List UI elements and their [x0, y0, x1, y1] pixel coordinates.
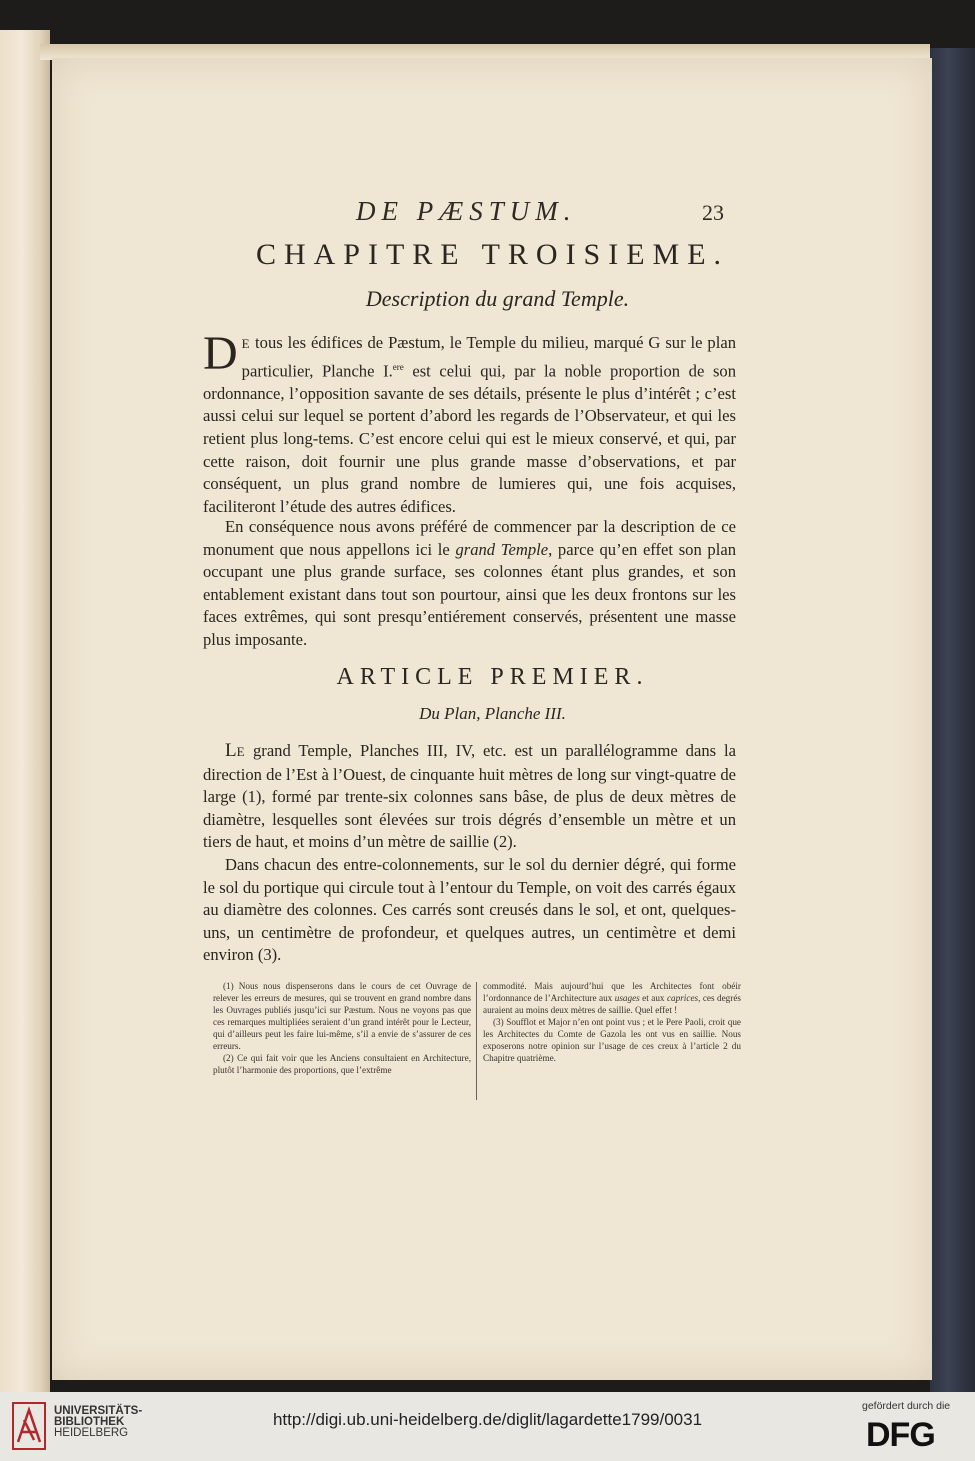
article-title: ARTICLE PREMIER. — [336, 664, 649, 690]
running-header — [0, 196, 975, 232]
paragraph-text: tous les édifices de Pæstum, le Temple du milieu, marqué G sur le plan particulier, Planche I. — [241, 333, 736, 381]
drop-cap: D — [203, 327, 238, 380]
footnote-3: (3) Soufflot et Major n’en ont point vus ; et le Pere Paoli, croit que les Architectes du Comte de Gazola les ont vus en saillie. Nous exposerons notre opinion sur l’usage de ces creux à l’article 2 du Chapitre quatrième. — [483, 1017, 741, 1063]
initial-cap: L — [225, 740, 237, 761]
paragraph-3 — [203, 740, 736, 854]
viewer-footer — [0, 1392, 975, 1461]
footnote-1: (1) Nous nous dispenserons dans le cours de cet Ouvrage de relever les erreurs de mesures, qui se trouvent en grand nombre dans les Ouvrages publiés jusqu’ici sur Pæstum. Nous ne voyons pas que ces remarques multipliées seraient d’un grand intérêt pour le Lecteur, qui d’ailleurs peut les faire lui-même, s’il a envie de s’assurer de ces erreurs. — [213, 981, 471, 1051]
chapter-subtitle: Description du grand Temple. — [365, 286, 630, 311]
italic-term: grand Temple — [455, 539, 549, 559]
library-line-1: UNIVERSITÄTS- — [54, 1405, 143, 1417]
page-number: 23 — [702, 200, 724, 225]
column-divider — [476, 982, 477, 1100]
note-text: commodité. Mais aujourd’hui que les Architectes font obéir l’ordonnance de l’Architecture aux — [483, 981, 741, 1003]
funded-by-label: gefördert durch die — [862, 1400, 951, 1412]
library-line-2: BIBLIOTHEK — [54, 1416, 125, 1428]
note-text: et aux — [639, 993, 667, 1003]
footnotes-right-column — [483, 980, 741, 1064]
paragraph-text: Dans chacun des entre-colonnements, sur le sol du dernier dégré, qui forme le sol du portique qui circule tout à l’entour du Temple, on voit des carrés égaux au diamètre des colonnes. Ces carrés sont creusés dans le sol, et ont, quelques-uns, un centimètre de profondeur, et quelques autres, un centimètre et demi environ (3). — [203, 855, 736, 965]
chapter-title: CHAPITRE TROISIEME. — [255, 238, 730, 271]
small-cap: E — [241, 336, 251, 351]
note-text: , ces degrés auraient au moins deux mètres de saillie. Quel effet ! — [483, 993, 741, 1015]
paragraph-2 — [203, 516, 736, 652]
footnotes-left-column — [213, 980, 471, 1076]
footnotes — [213, 980, 741, 1100]
paragraph-text: grand Temple, Planches III, IV, etc. est un parallélogramme dans la direction de l’Est à l’Ouest, de cinquante huit mètres de long sur vingt-quatre de large (1), formé par trente-six colonnes sans bâse, de plus de deux mètres de diamètre, lesquelles sont élevées sur trois dégrés d’ensemble un mètre et un tiers de haut, et moins d’un mètre de saillie (2). — [203, 741, 736, 852]
paragraph-text: est celui qui, par la noble proportion de son ordonnance, l’opposition savante de ses détails, présente le plus d’intérêt ; c’est aussi celui sur lequel se portent d’abord les regards de l’Observateur, et qui les retient plus long-tems. C’est encore celui qui est le mieux conservé, et qui, par cette raison, doit fournir une plus grande masse d’observations, et par conséquent, un plus grand nombre de lumieres qui, une fois acquises, faciliteront l’étude des autres édifices. — [203, 361, 736, 516]
article-subtitle: Du Plan, Planche III. — [419, 704, 566, 723]
library-line-3: HEIDELBERG — [54, 1427, 129, 1439]
footnote-2: (2) Ce qui fait voir que les Anciens consultaient en Architecture, plutôt l’harmonie des proportions, que l’extrême — [213, 1053, 471, 1075]
dfg-logo[interactable]: DFG — [866, 1416, 935, 1454]
paragraph-1 — [203, 327, 736, 518]
note-italic: usages — [614, 993, 640, 1003]
note-italic: caprices — [666, 993, 699, 1003]
superscript: ere — [392, 361, 404, 372]
footnote-2-continued — [483, 980, 741, 1016]
paragraph-text: , parce qu’en effet son plan occupant une plus grande surface, ses colonnes étant plus grandes, et son entablement existant dans tout son pourtour, ainsi que les deux frontons sur les faces extrêmes, qui sont presqu’entiérement conservés, présentent une masse plus imposante. — [203, 539, 736, 649]
paragraph-4 — [203, 854, 736, 967]
running-title: DE PÆSTUM. — [356, 196, 577, 226]
paragraph-text: En conséquence nous avons préféré de commencer par la description de ce monument que nous appellons ici le — [203, 517, 736, 559]
permalink-url[interactable]: http://digi.ub.uni-heidelberg.de/diglit/lagardette1799/0031 — [272, 1410, 703, 1429]
small-cap: E — [236, 744, 246, 759]
